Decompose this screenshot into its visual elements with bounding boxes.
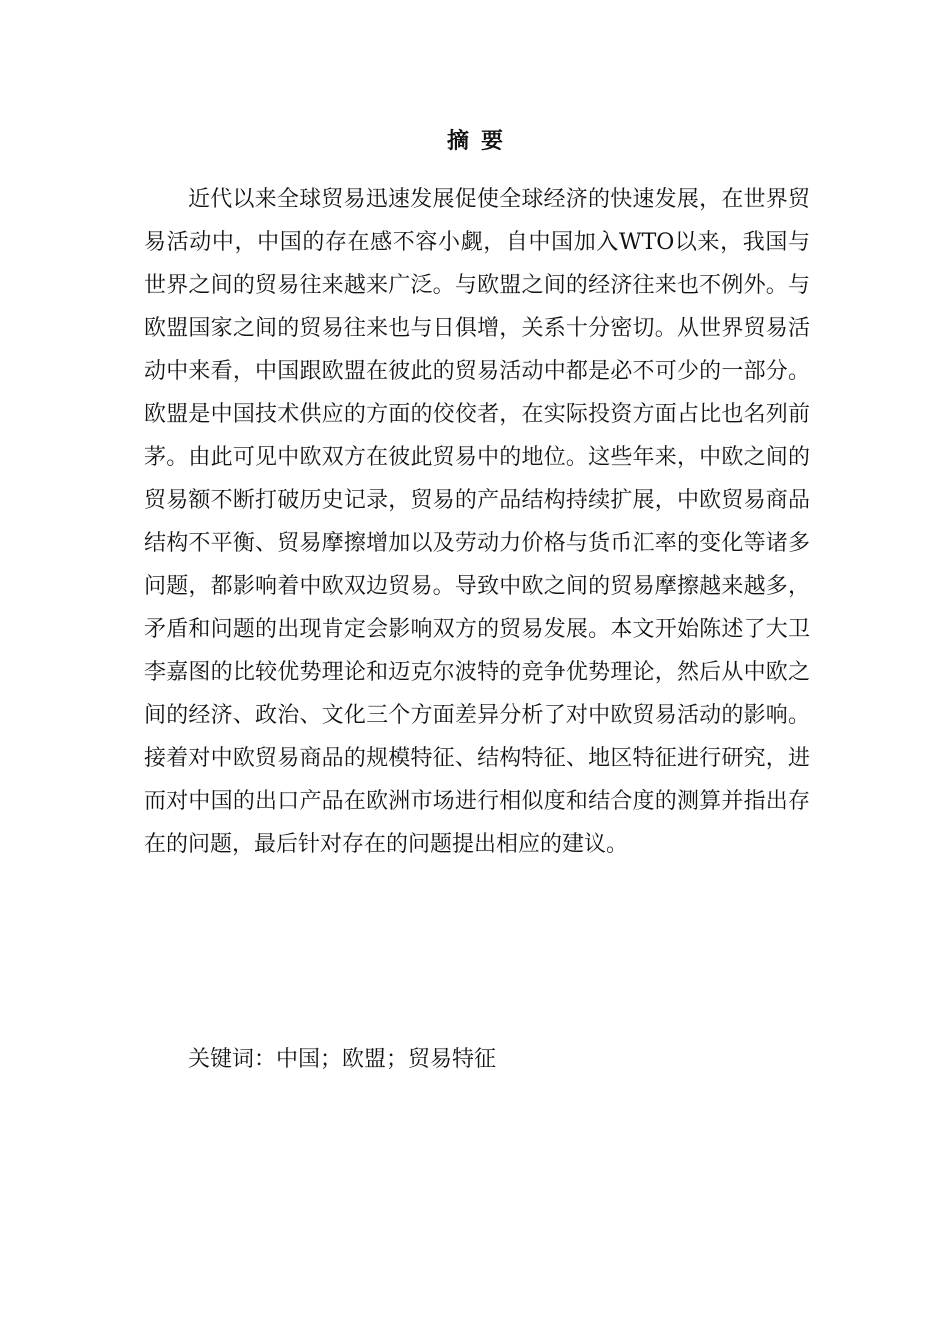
abstract-body: 近代以来全球贸易迅速发展促使全球经济的快速发展，在世界贸易活动中，中国的存在感不容小觑，自中国加入WTO以来，我国与世界之间的贸易往来越来广泛。与欧盟之间的经济往来也不例外。与欧盟国家之间的贸易往来也与日俱增，关系十分密切。从世界贸易活动中来看，中国跟欧盟在彼此的贸易活动中都是必不可少的一部分。欧盟是中国技术供应的方面的佼佼者，在实际投资方面占比也名列前茅。由此可见中欧双方在彼此贸易中的地位。这些年来，中欧之间的贸易额不断打破历史记录，贸易的产品结构持续扩展，中欧贸易商品结构不平衡、贸易摩擦增加以及劳动力价格与货币汇率的变化等诸多问题，都影响着中欧双边贸易。导致中欧之间的贸易摩擦越来越多，矛盾和问题的出现肯定会影响双方的贸易发展。本文开始陈述了大卫李嘉图的比较优势理论和迈克尔波特的竞争优势理论，然后从中欧之间的经济、政治、文化三个方面差异分析了对中欧贸易活动的影响。接着对中欧贸易商品的规模特征、结构特征、地区特征进行研究，进而对中国的出口产品在欧洲市场进行相似度和结合度的测算并指出存在的问题，最后针对存在的问题提出相应的建议。 <box>144 187 810 857</box>
keywords-line: 关键词：中国；欧盟；贸易特征 <box>188 1047 497 1072</box>
abstract-title: 摘要 <box>446 129 515 154</box>
